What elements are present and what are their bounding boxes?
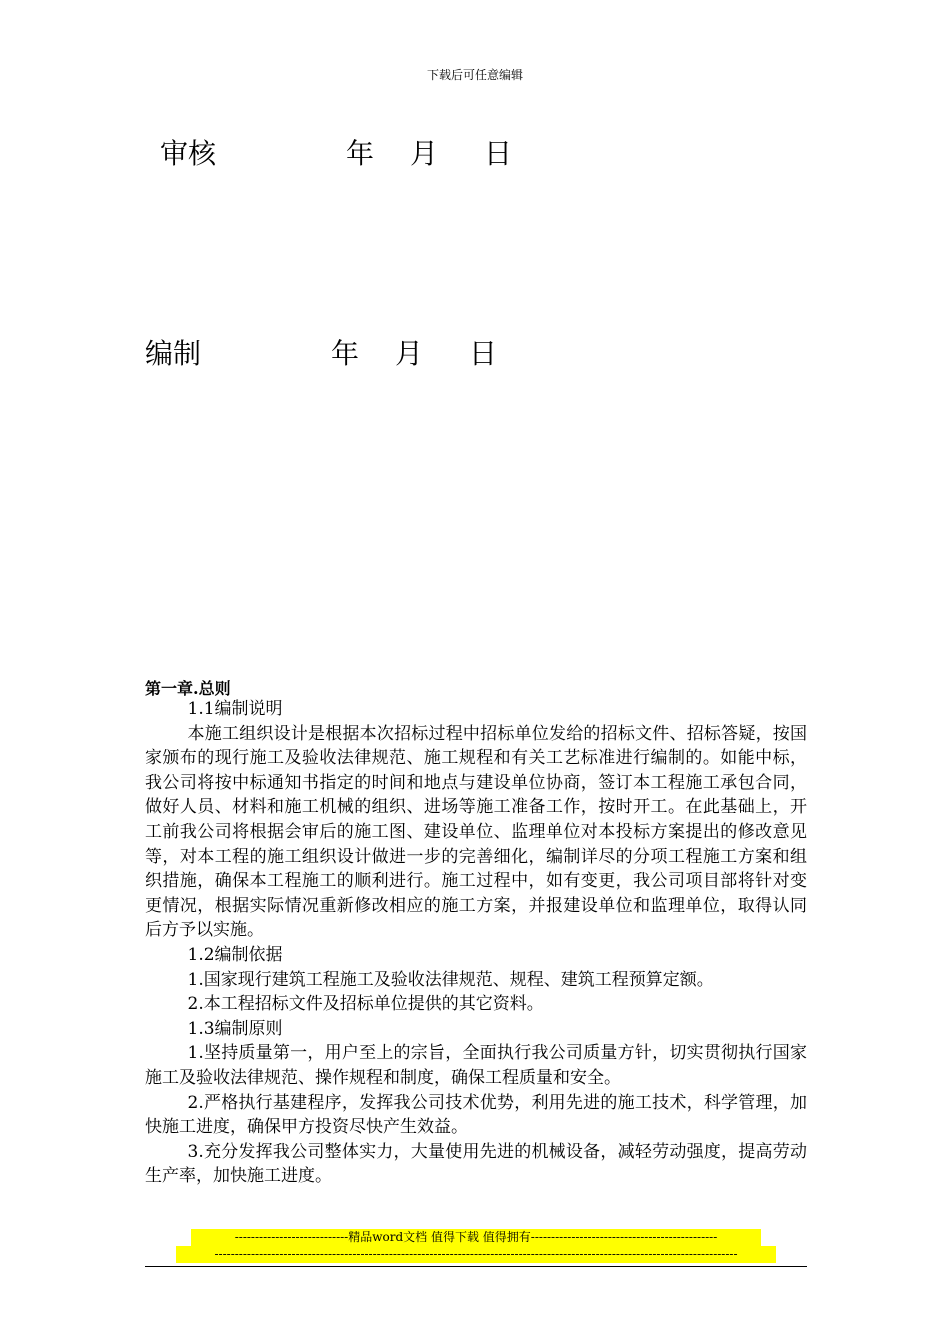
page-footer (145, 1229, 807, 1267)
compile-signature-line (145, 332, 545, 368)
chapter-title: 第一章.总则 (145, 679, 231, 698)
footer-dashes: --------------------------------------------------------------------------------------------------------------------------------- (176, 1246, 776, 1263)
section-heading: 1.3编制原则 (187, 1018, 283, 1039)
review-month: 月 (410, 137, 439, 170)
paragraph: 3.充分发挥我公司整体实力，大量使用先进的机械设备，减轻劳动强度，提高劳动生产率，加快施工进度。 (145, 1141, 807, 1187)
compile-label: 编制 (145, 337, 202, 370)
footer-rule (145, 1266, 807, 1267)
paragraph: 本施工组织设计是根据本次招标过程中招标单位发给的招标文件、招标答疑，按国家颁布的现行施工及验收法律规范、施工规程和有关工艺标准进行编制的。如能中标，我公司将按中标通知书指定的时间和地点与建设单位协商，签订本工程施工承包合同，做好人员、材料和施工机械的组织、进场等施工准备工作，按时开工。在此基础上，开工前我公司将根据会审后的施工图、建设单位、监理单位对本投标方案提出的修改意见等，对本工程的施工组织设计做进一步的完善细化，编制详尽的分项工程施工方案和组织措施，确保本工程施工的顺利进行。施工过程中，如有变更，我公司项目部将针对变更情况，根据实际情况重新修改相应的施工方案，并报建设单位和监理单位，取得认同后方予以实施。 (145, 723, 807, 941)
document-body (145, 697, 807, 1189)
compile-day: 日 (469, 337, 498, 370)
review-signature-line (160, 132, 560, 168)
paragraph: 1.坚持质量第一，用户至上的宗旨，全面执行我公司质量方针，切实贯彻执行国家施工及验收法律规范、操作规程和制度，确保工程质量和安全。 (145, 1043, 807, 1088)
compile-month: 月 (395, 337, 424, 370)
footer-banner: ----------------------------精品word文档 值得下载 值得拥有---------------------------------------------- (191, 1229, 761, 1246)
review-year: 年 (346, 137, 375, 170)
section-heading: 1.2编制依据 (187, 944, 283, 965)
compile-year: 年 (331, 337, 360, 370)
review-day: 日 (484, 137, 513, 170)
paragraph: 1.国家现行建筑工程施工及验收法律规范、规程、建筑工程预算定额。 (187, 969, 714, 990)
page-header: 下载后可任意编辑 (426, 68, 523, 82)
review-label: 审核 (160, 137, 217, 170)
paragraph: 2.严格执行基建程序，发挥我公司技术优势，利用先进的施工技术，科学管理，加快施工进度，确保甲方投资尽快产生效益。 (145, 1092, 807, 1138)
section-heading: 1.1编制说明 (187, 699, 283, 719)
paragraph: 2.本工程招标文件及招标单位提供的其它资料。 (187, 994, 544, 1015)
